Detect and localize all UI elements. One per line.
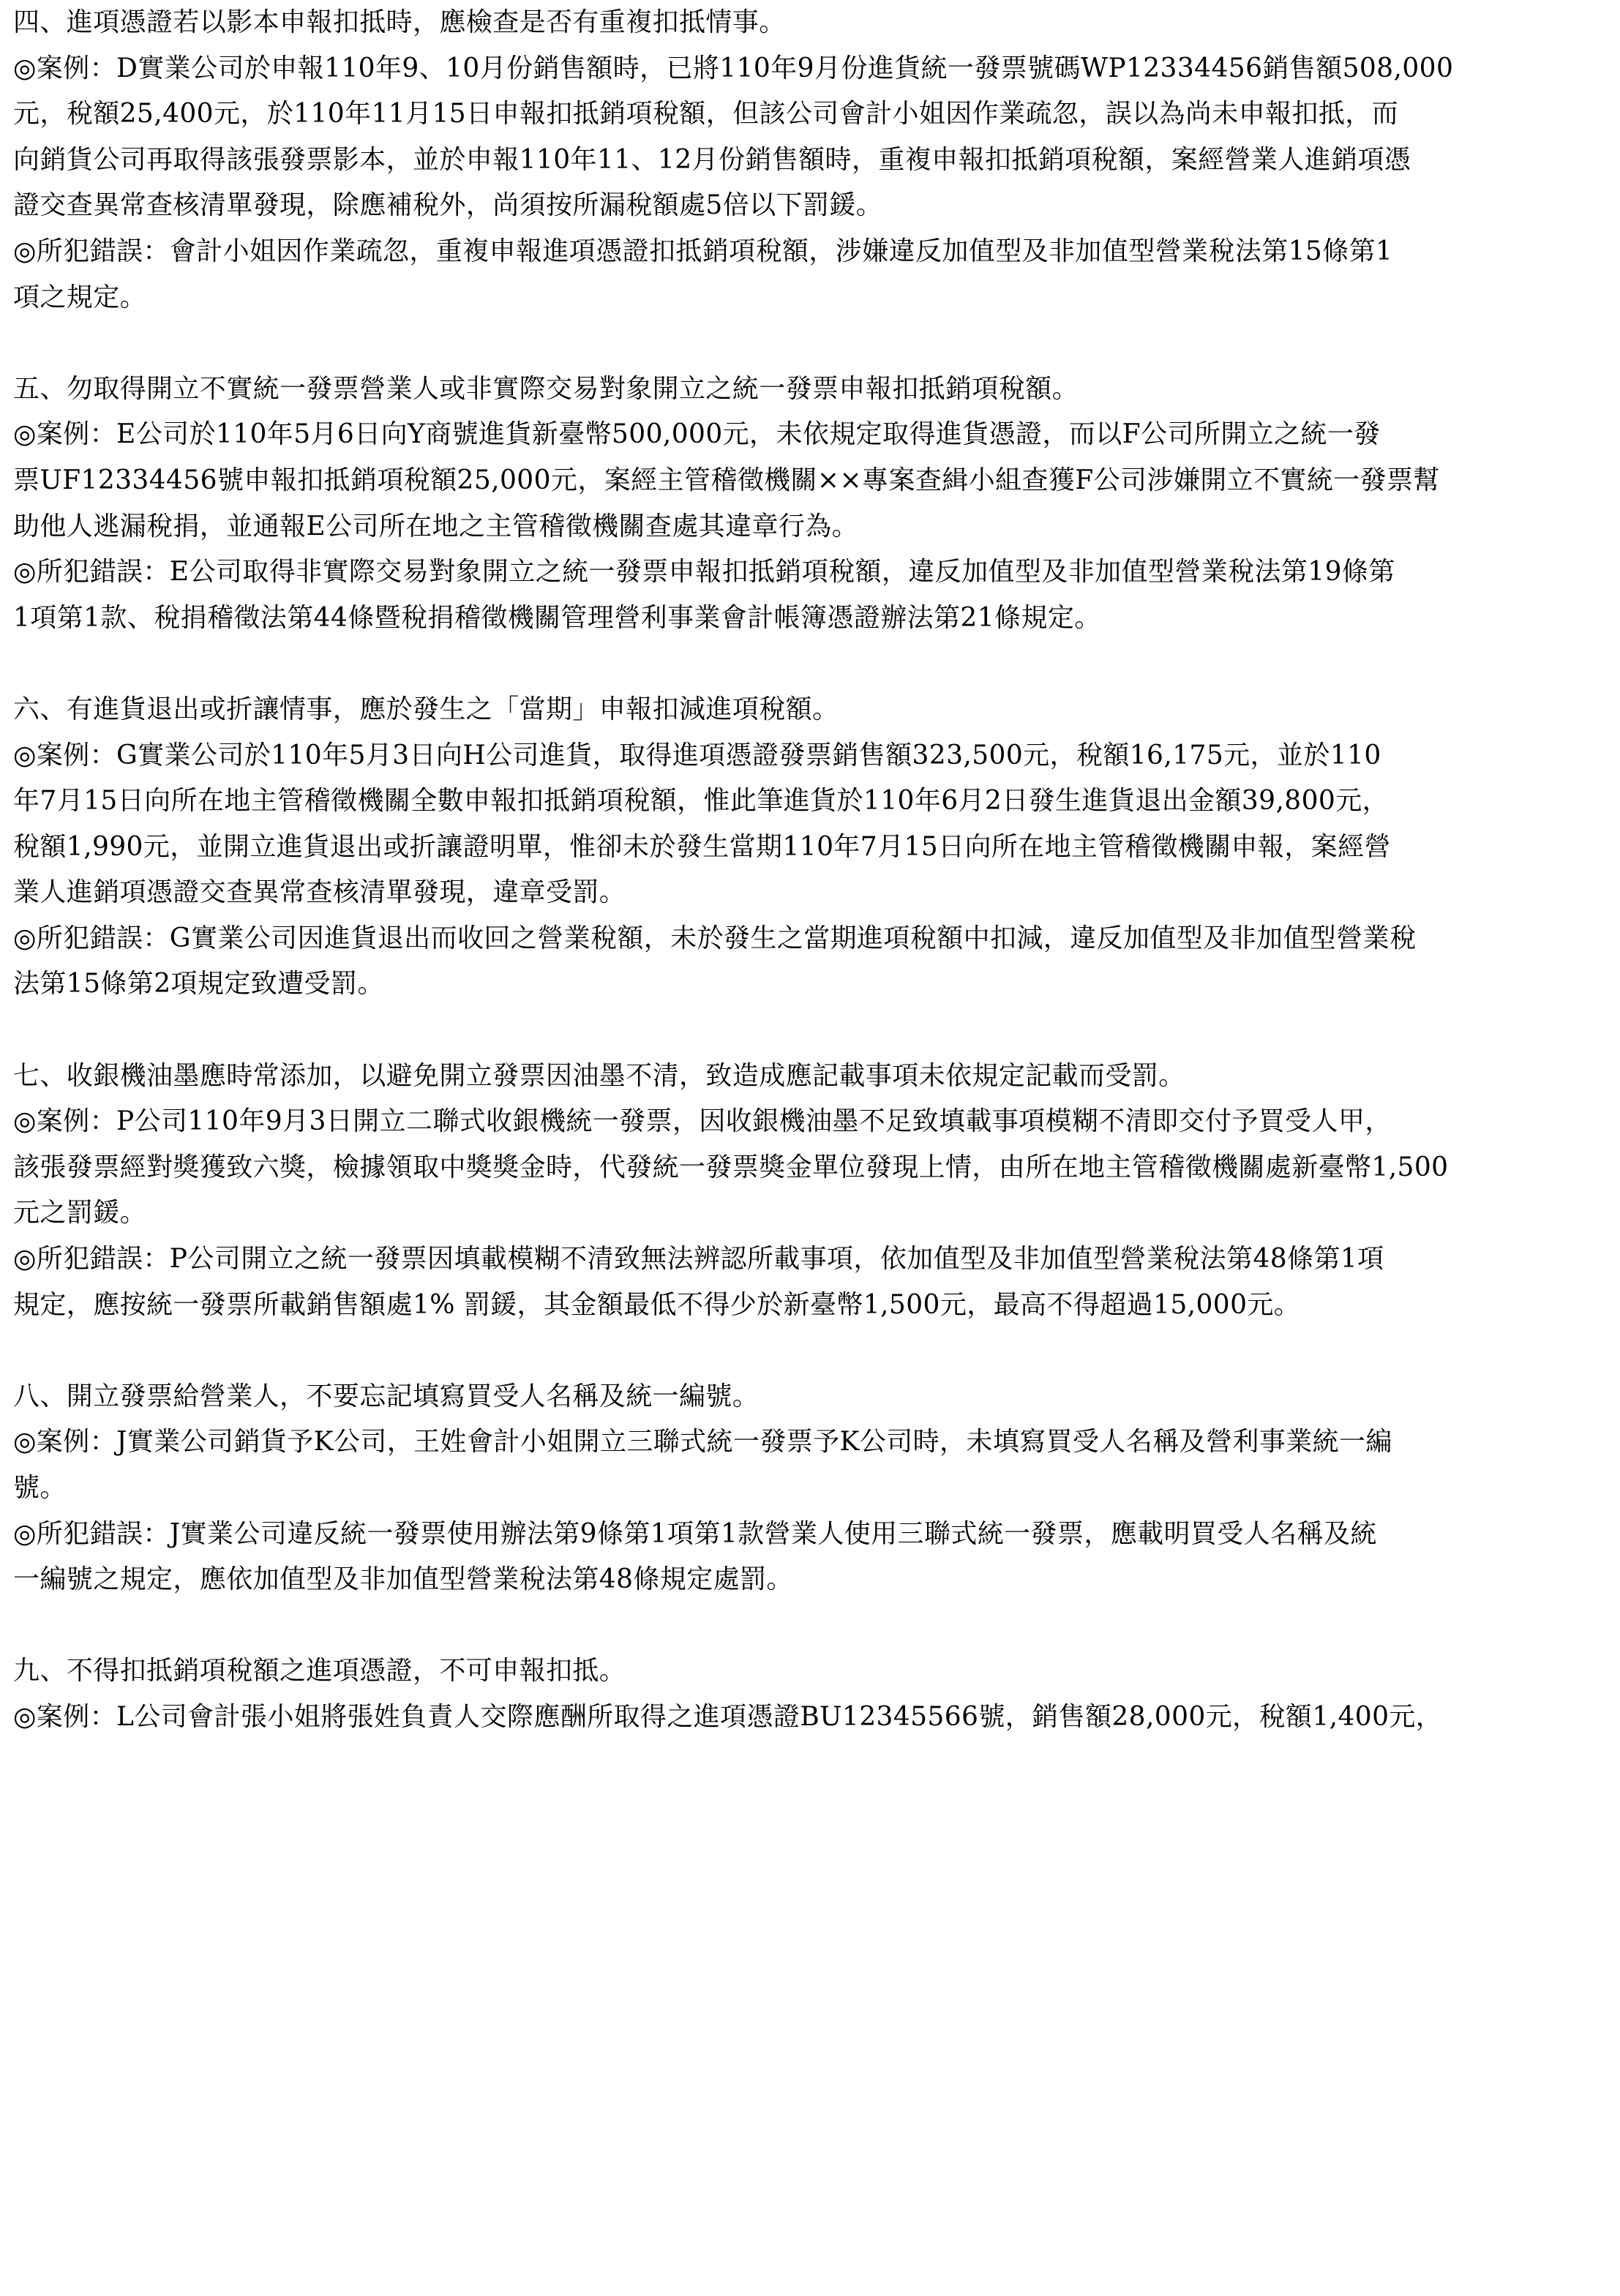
text-line: 項之規定。 <box>13 282 147 312</box>
text-line: 向銷貨公司再取得該張發票影本，並於申報110年11、12月份銷售額時，重複申報扣抵銷項稅額，案經營業人進銷項憑 <box>13 144 1411 175</box>
text-line: 助他人逃漏稅捐，並通報E公司所在地之主管稽徵機關查處其違章行為。 <box>13 511 859 541</box>
document-section <box>13 1648 1607 1740</box>
text-line: ◎案例：D實業公司於申報110年9、10月份銷售額時，已將110年9月份進貨統一發票號碼WP12334456銷售額508,000 <box>13 53 1454 83</box>
text-line: 票UF12334456號申報扣抵銷項稅額25,000元，案經主管稽徵機關××專案查緝小組查獲F公司涉嫌開立不實統一發票幫 <box>13 465 1440 495</box>
document-section <box>13 367 1607 642</box>
text-line: 1項第1款、稅捐稽徵法第44條暨稅捐稽徵機關管理營利事業會計帳簿憑證辦法第21條規定。 <box>13 602 1101 633</box>
text-line: 號。 <box>13 1473 67 1503</box>
section-heading: 八、開立發票給營業人，不要忘記填寫買受人名稱及統一編號。 <box>13 1381 760 1411</box>
text-line: ◎案例：E公司於110年5月6日向Y商號進貨新臺幣500,000元，未依規定取得進貨憑證，而以F公司所開立之統一發 <box>13 419 1381 450</box>
text-line: ◎所犯錯誤：P公司開立之統一發票因填載模糊不清致無法辨認所載事項，依加值型及非加值型營業稅法第48條第1項 <box>13 1244 1384 1275</box>
document-section <box>13 0 1607 320</box>
document-page <box>13 0 1607 1741</box>
text-line: ◎案例：P公司110年9月3日開立二聯式收銀機統一發票，因收銀機油墨不足致填載事項模糊不清即交付予買受人甲， <box>13 1106 1392 1137</box>
document-section <box>13 1054 1607 1329</box>
section-heading: 九、不得扣抵銷項稅額之進項憑證，不可申報扣抵。 <box>13 1656 626 1687</box>
document-section <box>13 1374 1607 1603</box>
text-line: 業人進銷項憑證交查異常查核清單發現，違章受罰。 <box>13 877 626 908</box>
text-line: 元，稅額25,400元，於110年11月15日申報扣抵銷項稅額，但該公司會計小姐因作業疏忽，誤以為尚未申報扣抵，而 <box>13 99 1399 130</box>
text-line: ◎案例：G實業公司於110年5月3日向H公司進貨，取得進項憑證發票銷售額323,500元，稅額16,175元，並於110 <box>13 740 1381 770</box>
section-heading: 四、進項憑證若以影本申報扣抵時，應檢查是否有重複扣抵情事。 <box>13 7 786 37</box>
section-heading: 五、勿取得開立不實統一發票營業人或非實際交易對象開立之統一發票申報扣抵銷項稅額。 <box>13 373 1079 404</box>
section-heading: 七、收銀機油墨應時常添加，以避免開立發票因油墨不清，致造成應記載事項未依規定記載而受罰。 <box>13 1060 1185 1091</box>
text-line: ◎所犯錯誤：E公司取得非實際交易對象開立之統一發票申報扣抵銷項稅額，違反加值型及非加值型營業稅法第19條第 <box>13 557 1395 588</box>
text-line: ◎所犯錯誤：G實業公司因進貨退出而收回之營業稅額，未於發生之當期進項稅額中扣減，違反加值型及非加值型營業稅 <box>13 923 1417 953</box>
text-line: 元之罰鍰。 <box>13 1198 147 1228</box>
text-line: 法第15條第2項規定致遭受罰。 <box>13 969 384 999</box>
text-line: 證交查異常查核清單發現，除應補稅外，尚須按所漏稅額處5倍以下罰鍰。 <box>13 190 883 221</box>
section-heading: 六、有進貨退出或折讓情事，應於發生之「當期」申報扣減進項稅額。 <box>13 694 839 724</box>
text-line: 年7月15日向所在地主管稽徵機關全數申報扣抵銷項稅額，惟此筆進貨於110年6月2日發生進貨退出金額39,800元， <box>13 786 1389 817</box>
text-line: 一編號之規定，應依加值型及非加值型營業稅法第48條規定處罰。 <box>13 1564 793 1595</box>
text-line: 規定，應按統一發票所載銷售額處1% 罰鍰，其金額最低不得少於新臺幣1,500元，最高不得超過15,000元。 <box>13 1289 1301 1320</box>
text-line: ◎所犯錯誤：J實業公司違反統一發票使用辦法第9條第1項第1款營業人使用三聯式統一發票，應載明買受人名稱及統 <box>13 1518 1377 1549</box>
text-line: ◎所犯錯誤：會計小姐因作業疏忽，重複申報進項憑證扣抵銷項稅額，涉嫌違反加值型及非加值型營業稅法第15條第1 <box>13 236 1393 266</box>
text-line: 稅額1,990元，並開立進貨退出或折讓證明單，惟卻未於發生當期110年7月15日向所在地主管稽徵機關申報，案經營 <box>13 831 1391 862</box>
text-line: ◎案例：J實業公司銷貨予K公司，王姓會計小姐開立三聯式統一發票予K公司時，未填寫買受人名稱及營利事業統一編 <box>13 1427 1392 1457</box>
document-section <box>13 687 1607 1008</box>
text-line: 該張發票經對獎獲致六獎，檢據領取中獎獎金時，代發統一發票獎金單位發現上情，由所在地主管稽徵機關處新臺幣1,500 <box>13 1152 1449 1182</box>
text-line: ◎案例：L公司會計張小姐將張姓負責人交際應酬所取得之進項憑證BU12345566號，銷售額28,000元，稅額1,400元， <box>13 1701 1443 1732</box>
